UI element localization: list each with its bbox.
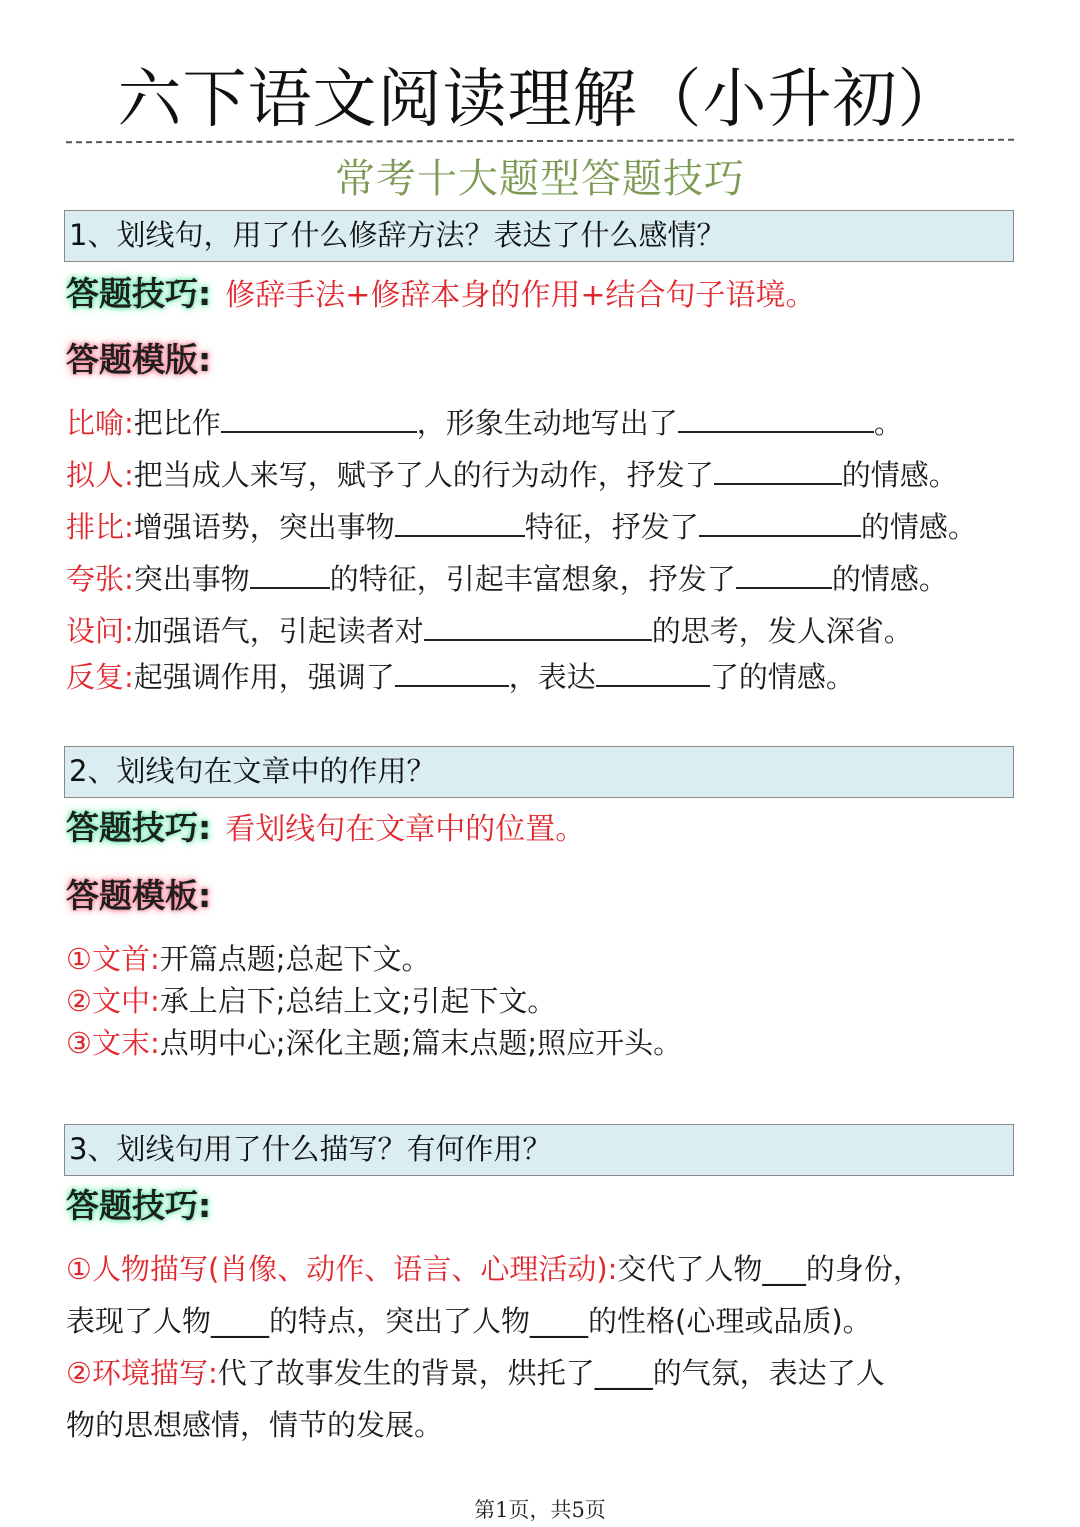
tip-label: 答题技巧: — [66, 1186, 212, 1225]
question-2-box: 2、划线句在文章中的作用？ — [64, 746, 1014, 798]
blank-line — [424, 613, 652, 641]
blank-line — [596, 659, 710, 687]
description-item-environment-cont: 物的思想感情，情节的发展。 — [66, 1408, 444, 1442]
template-label: 答题模板: — [66, 876, 212, 915]
tip-row-1 — [66, 272, 815, 322]
blank-line — [678, 405, 874, 433]
item-label: ①人物描写(肖像、动作、语言、心理活动): — [66, 1252, 618, 1286]
item-label: ③文末: — [66, 1026, 160, 1060]
item-text: 起强调作用，强调了 — [133, 660, 395, 694]
tip-label: 答题技巧: — [66, 274, 212, 313]
item-text: ，表达 — [508, 660, 596, 694]
item-text: 增强语势，突出事物 — [133, 510, 395, 544]
item-label: 拟人: — [66, 458, 134, 492]
item-text: 。 — [873, 406, 903, 440]
item-text: 的特征，引起丰富想象，抒发了 — [329, 562, 736, 596]
item-text: 承上启下;总结上文;引起下文。 — [159, 984, 557, 1018]
item-text: 突出事物 — [133, 562, 250, 596]
blank-line — [736, 561, 832, 589]
item-label: 排比: — [66, 510, 134, 544]
position-item-end — [66, 1022, 1026, 1064]
question-3-box: 3、划线句用了什么描写？有何作用？ — [64, 1124, 1014, 1176]
item-text: 的情感。 — [841, 458, 958, 492]
blank-line — [395, 659, 509, 687]
template-item-parallelism — [66, 506, 1026, 548]
item-text: 开篇点题;总起下文。 — [159, 942, 431, 976]
item-text: 的情感。 — [860, 510, 977, 544]
item-text: 交代了人物___的身份， — [617, 1252, 922, 1286]
template-label: 答题模版: — [66, 340, 212, 379]
item-label: ①文首: — [66, 942, 160, 976]
item-label: 夸张: — [66, 562, 134, 596]
template-item-personification — [66, 454, 1026, 496]
page-title: 六下语文阅读理解（小升初） — [117, 63, 963, 137]
tip-row-2 — [66, 806, 585, 856]
blank-line — [250, 561, 330, 589]
description-item-environment — [66, 1352, 1026, 1394]
position-item-middle — [66, 980, 1026, 1022]
item-text: 特征，抒发了 — [524, 510, 699, 544]
item-label: 比喻: — [66, 406, 134, 440]
description-item-character — [66, 1248, 1026, 1290]
item-text: 点明中心;深化主题;篇末点题;照应开头。 — [159, 1026, 683, 1060]
blank-line — [395, 509, 525, 537]
template-item-rhetorical-question — [66, 610, 1026, 652]
item-text: 加强语气，引起读者对 — [133, 614, 424, 648]
blank-line — [714, 457, 842, 485]
page-subtitle: 常考十大题型答题技巧 — [335, 156, 745, 202]
tip-text: 看划线句在文章中的位置。 — [225, 812, 586, 847]
item-text: 把比作 — [133, 406, 221, 440]
item-text: 的情感。 — [831, 562, 948, 596]
tip-row-3 — [66, 1184, 211, 1234]
template-item-repetition — [66, 656, 1026, 698]
description-item-character-cont: 表现了人物____的特点，突出了人物____的性格(心理或品质)。 — [66, 1304, 872, 1338]
item-text: 了的情感。 — [709, 660, 855, 694]
item-text: 的思考，发人深省。 — [651, 614, 913, 648]
page-footer: 第1页，共5页 — [474, 1498, 606, 1522]
position-item-start — [66, 938, 1026, 980]
tip-label: 答题技巧: — [66, 808, 212, 847]
tip-text: 修辞手法+修辞本身的作用+结合句子语境。 — [225, 278, 816, 313]
blank-line — [699, 509, 861, 537]
template-row-1 — [66, 338, 211, 388]
template-item-hyperbole — [66, 558, 1026, 600]
blank-line — [221, 405, 417, 433]
item-label: 设问: — [66, 614, 134, 648]
template-row-2 — [66, 874, 211, 924]
question-1-box: 1、划线句，用了什么修辞方法？表达了什么感情？ — [64, 210, 1014, 262]
item-text: ，形象生动地写出了 — [416, 406, 678, 440]
template-item-metaphor — [66, 402, 1026, 444]
item-text: 代了故事发生的背景，烘托了____的气氛，表达了人 — [217, 1356, 885, 1390]
item-label: ②文中: — [66, 984, 160, 1018]
item-label: ②环境描写: — [66, 1356, 218, 1390]
item-label: 反复: — [66, 660, 134, 694]
item-text: 把当成人来写，赋予了人的行为动作，抒发了 — [133, 458, 714, 492]
